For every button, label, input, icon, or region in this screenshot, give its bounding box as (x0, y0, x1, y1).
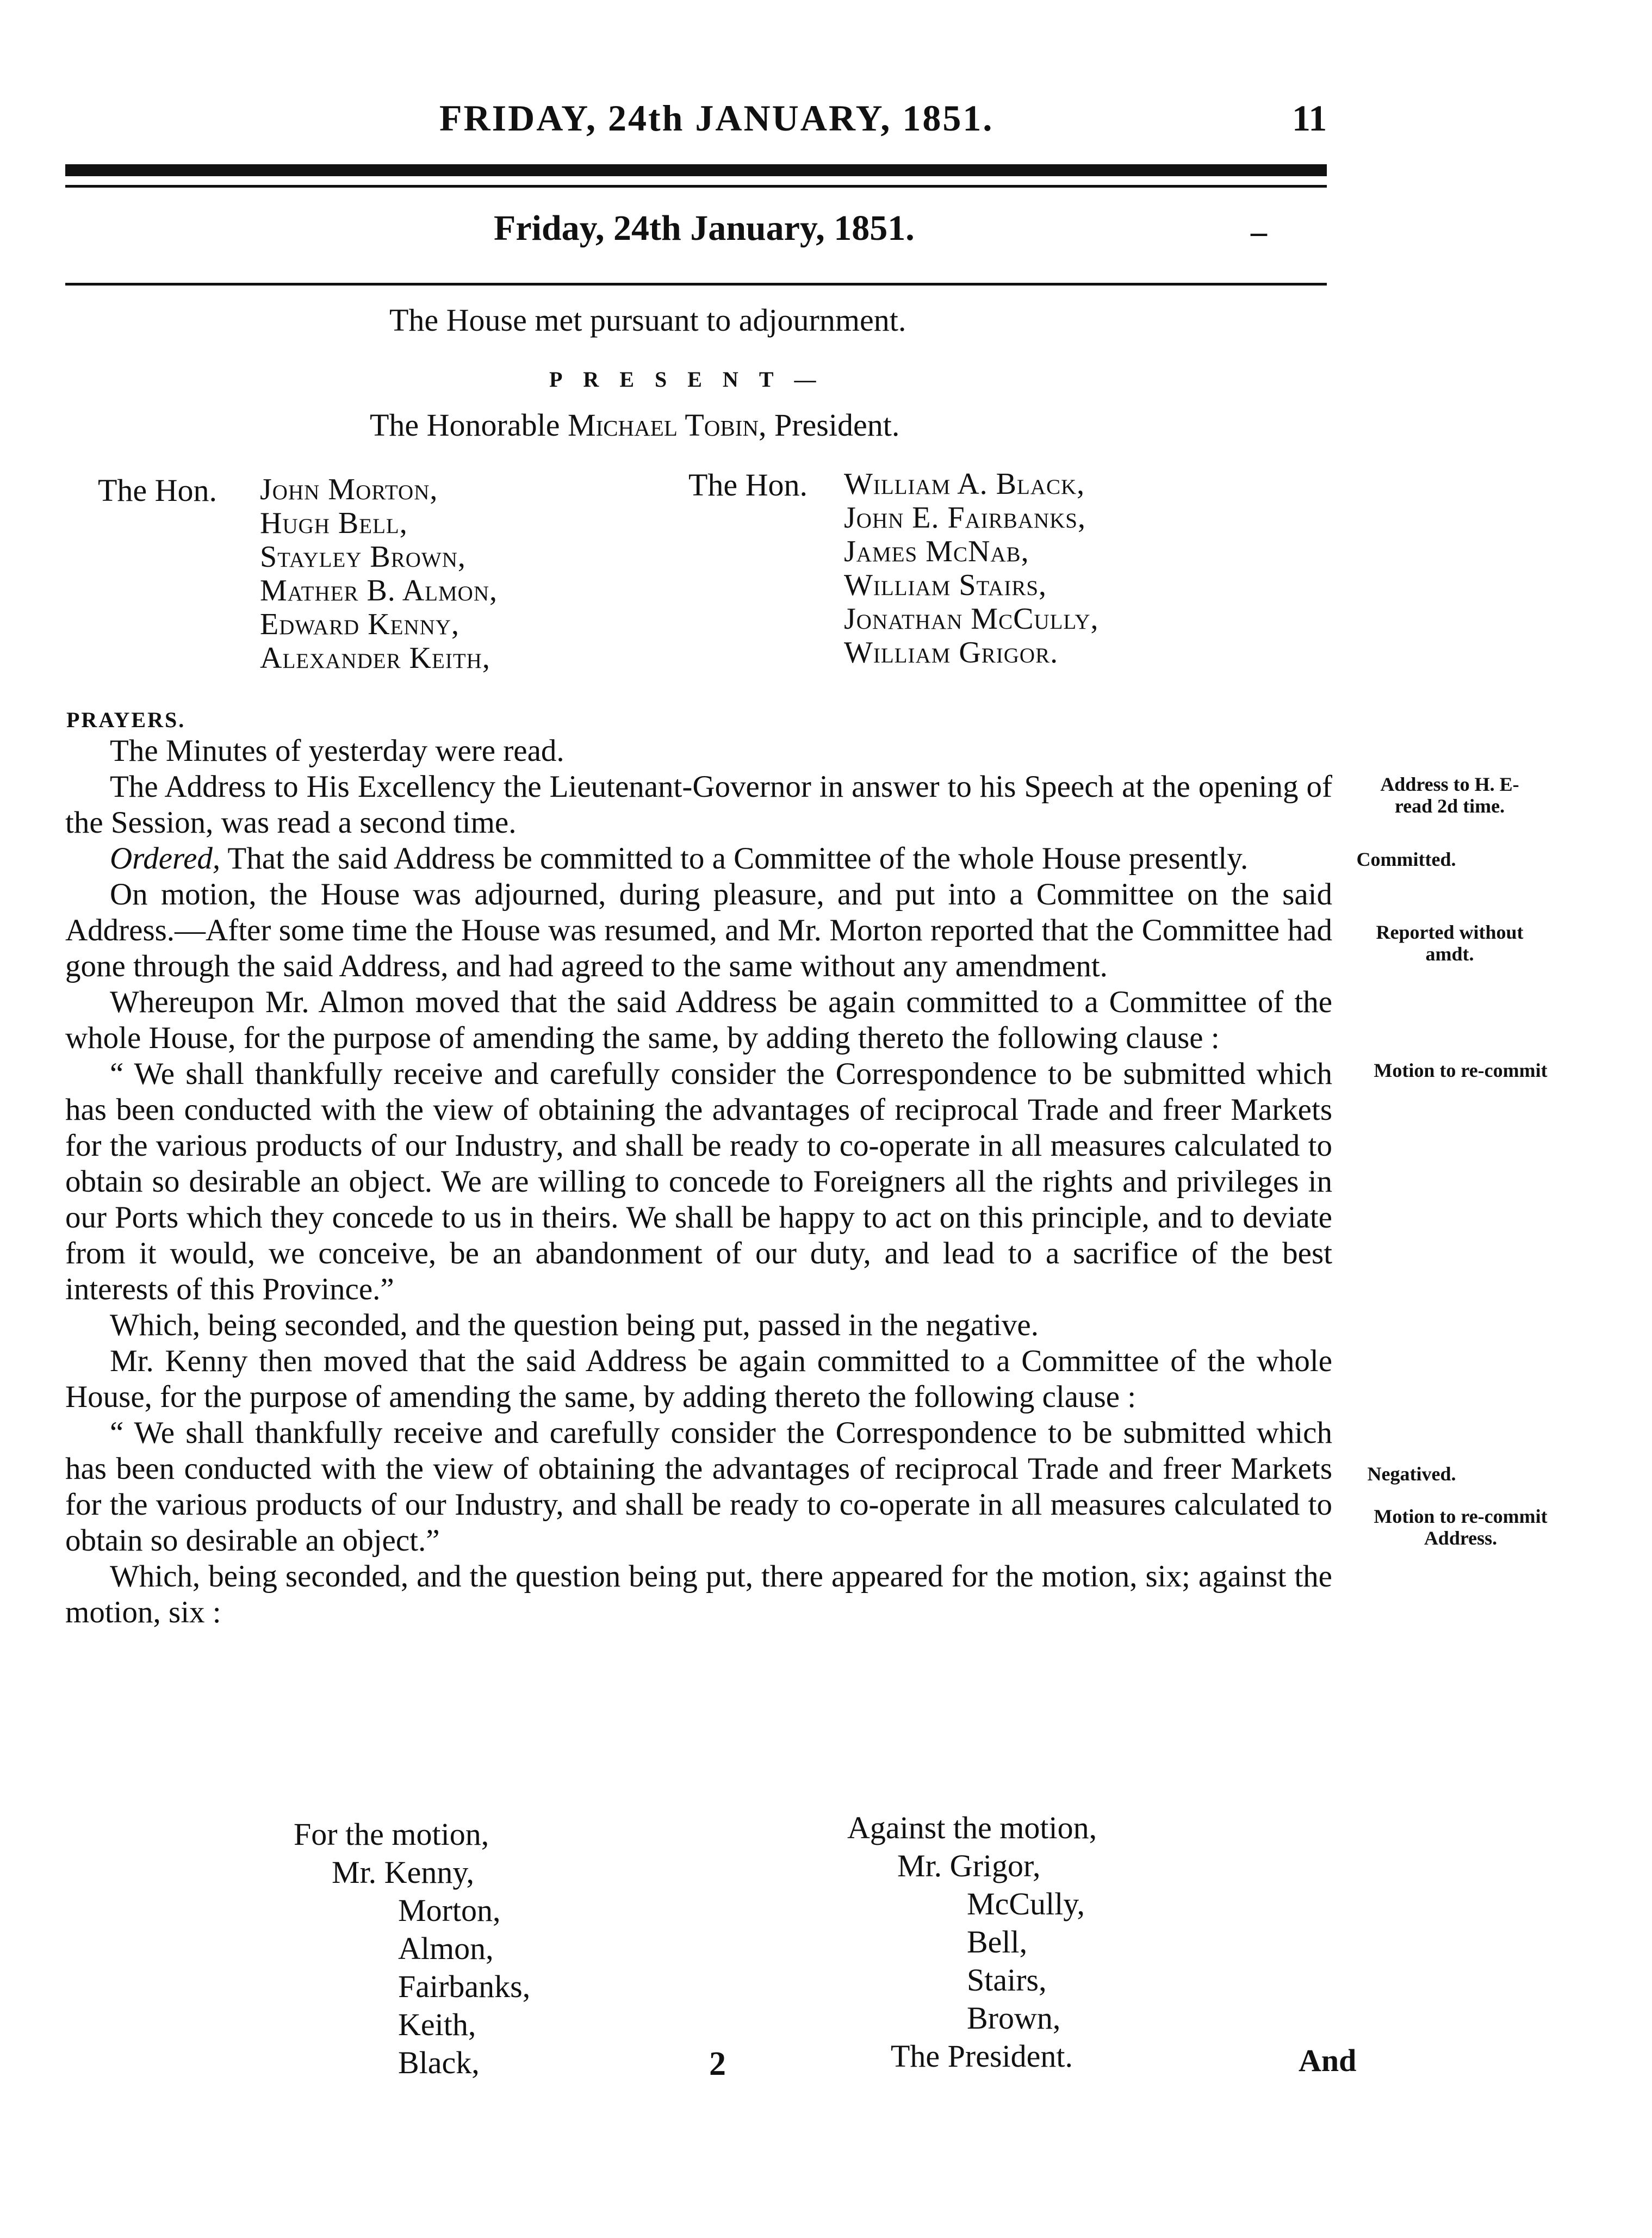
margin-note-line: Reported without (1376, 921, 1524, 943)
vote-name: Almon, (398, 1931, 494, 1966)
margin-note-line: Address. (1424, 1527, 1498, 1549)
margin-note-line: read 2d time. (1394, 795, 1505, 817)
vote-name: Keith, (398, 2007, 476, 2042)
date-heading: Friday, 24th January, 1851. (494, 208, 915, 248)
paragraph (65, 841, 1332, 877)
vote-name: Black, (398, 2045, 480, 2080)
paragraph: The Minutes of yesterday were read. (110, 734, 564, 768)
page-number: 11 (1292, 97, 1327, 139)
member-right: William Grigor. (844, 636, 1059, 669)
paragraph: Whereupon Mr. Almon moved that the said Address be again committed to a Committee of the whole House, for the purpose of amending the same, by adding thereto the following clause : (65, 985, 1332, 1055)
for-the-motion-list (294, 1815, 530, 2082)
prayers-heading: PRAYERS. (66, 708, 186, 732)
vote-name: Brown, (967, 2000, 1061, 2036)
paragraph: The Address to His Excellency the Lieutenant-Governor in answer to his Speech at the opening of the Session, was read a second time. (65, 770, 1332, 840)
vote-name: Fairbanks, (398, 1969, 531, 2004)
hon-prefix-right: The Hon. (688, 467, 808, 503)
minutes-body (65, 733, 1332, 1631)
quoted-clause: “ We shall thankfully receive and carefully consider the Correspondence to be submitted which has been conducted with the view of obtaining the advantages of reciprocal Trade and freer Markets for the various products of our Industry, and shall be ready to co-operate in all measures calculated to obtain so desirable an object.” (65, 1416, 1332, 1558)
section-rule (65, 283, 1327, 286)
member-right: Jonathan McCully, (844, 602, 1099, 636)
margin-note-line: amdt. (1425, 943, 1474, 965)
member-right: James McNab, (844, 535, 1029, 568)
paragraph: Which, being seconded, and the question being put, passed in the negative. (110, 1308, 1039, 1342)
member-left: Edward Kenny, (260, 607, 459, 641)
paragraph: Mr. Kenny then moved that the said Address be again committed to a Committee of the whole House, for the purpose of amending the same, by adding thereto the following clause : (65, 1344, 1332, 1414)
quoted-clause: “ We shall thankfully receive and carefully consider the Correspondence to be submitted which has been conducted with the view of obtaining the advantages of reciprocal Trade and freer Markets for the various products of our Industry, and shall be ready to co-operate in all measures calculated to obtain so desirable an object. We are willing to concede to Foreigners all the rights and privileges in our Ports which they concede to us in theirs. We shall be happy to act on this principle, and to deviate from it would, we conceive, be an abandonment of our duty, and lead to a sacrifice of the best interests of this Province.” (65, 1057, 1332, 1306)
vote-name: Mr. Grigor, (897, 1848, 1041, 1883)
member-left: Alexander Keith, (260, 641, 490, 675)
margin-note-line: Motion to re-commit (1374, 1505, 1548, 1527)
member-right: William A. Black, (844, 467, 1085, 501)
margin-note (1346, 1505, 1575, 1549)
president-line (370, 407, 899, 443)
house-met-line: The House met pursuant to adjournment. (389, 302, 906, 338)
paragraph: On motion, the House was adjourned, during pleasure, and put into a Committee on the said Address.—After some time the House was resumed, and Mr. Morton reported that the Committee had gone through the said Address, and had agreed to the same without any amendment. (65, 877, 1332, 983)
president-prefix: The Honorable (370, 407, 568, 443)
margin-note: Motion to re-commit (1374, 1059, 1548, 1081)
header-rule-thick (65, 164, 1327, 176)
against-the-motion-list (847, 1809, 1097, 2075)
margin-note (1346, 773, 1553, 817)
member-left: John Morton, (260, 473, 438, 506)
margin-note: Committed. (1356, 848, 1456, 870)
president-name: Michael Tobin (567, 407, 759, 443)
margin-note: Negatived. (1367, 1463, 1456, 1485)
member-right: John E. Fairbanks, (844, 501, 1086, 535)
vote-name: Morton, (398, 1893, 501, 1928)
vote-name: Bell, (967, 1924, 1028, 1960)
vote-heading: For the motion, (294, 1817, 489, 1852)
hon-prefix-left: The Hon. (98, 473, 218, 508)
ordered-em: Ordered, (110, 841, 221, 876)
margin-note (1346, 921, 1553, 965)
member-left: Mather B. Almon, (260, 574, 498, 607)
vote-name: Mr. Kenny, (332, 1855, 475, 1890)
dash-mark: – (1251, 214, 1267, 250)
member-left: Hugh Bell, (260, 506, 408, 540)
running-head: FRIDAY, 24th JANUARY, 1851. (439, 97, 994, 139)
vote-name: Stairs, (967, 1962, 1047, 1998)
present-heading: PRESENT— (549, 367, 837, 392)
paragraph: Which, being seconded, and the question being put, there appeared for the motion, six; against the motion, six : (65, 1559, 1332, 1629)
header-rule-thin (65, 185, 1327, 188)
vote-heading: Against the motion, (847, 1810, 1097, 1845)
vote-name: McCully, (967, 1886, 1085, 1921)
member-left: Stayley Brown, (260, 540, 466, 574)
catchword: And (1299, 2043, 1357, 2078)
paragraph-text: That the said Address be committed to a Committee of the whole House presently. (220, 841, 1249, 876)
vote-name: The President. (891, 2038, 1073, 2074)
president-suffix: , President. (758, 407, 900, 443)
member-right: William Stairs, (844, 568, 1047, 602)
signature-mark: 2 (709, 2045, 726, 2082)
margin-note-line: Address to H. E- (1380, 773, 1519, 795)
